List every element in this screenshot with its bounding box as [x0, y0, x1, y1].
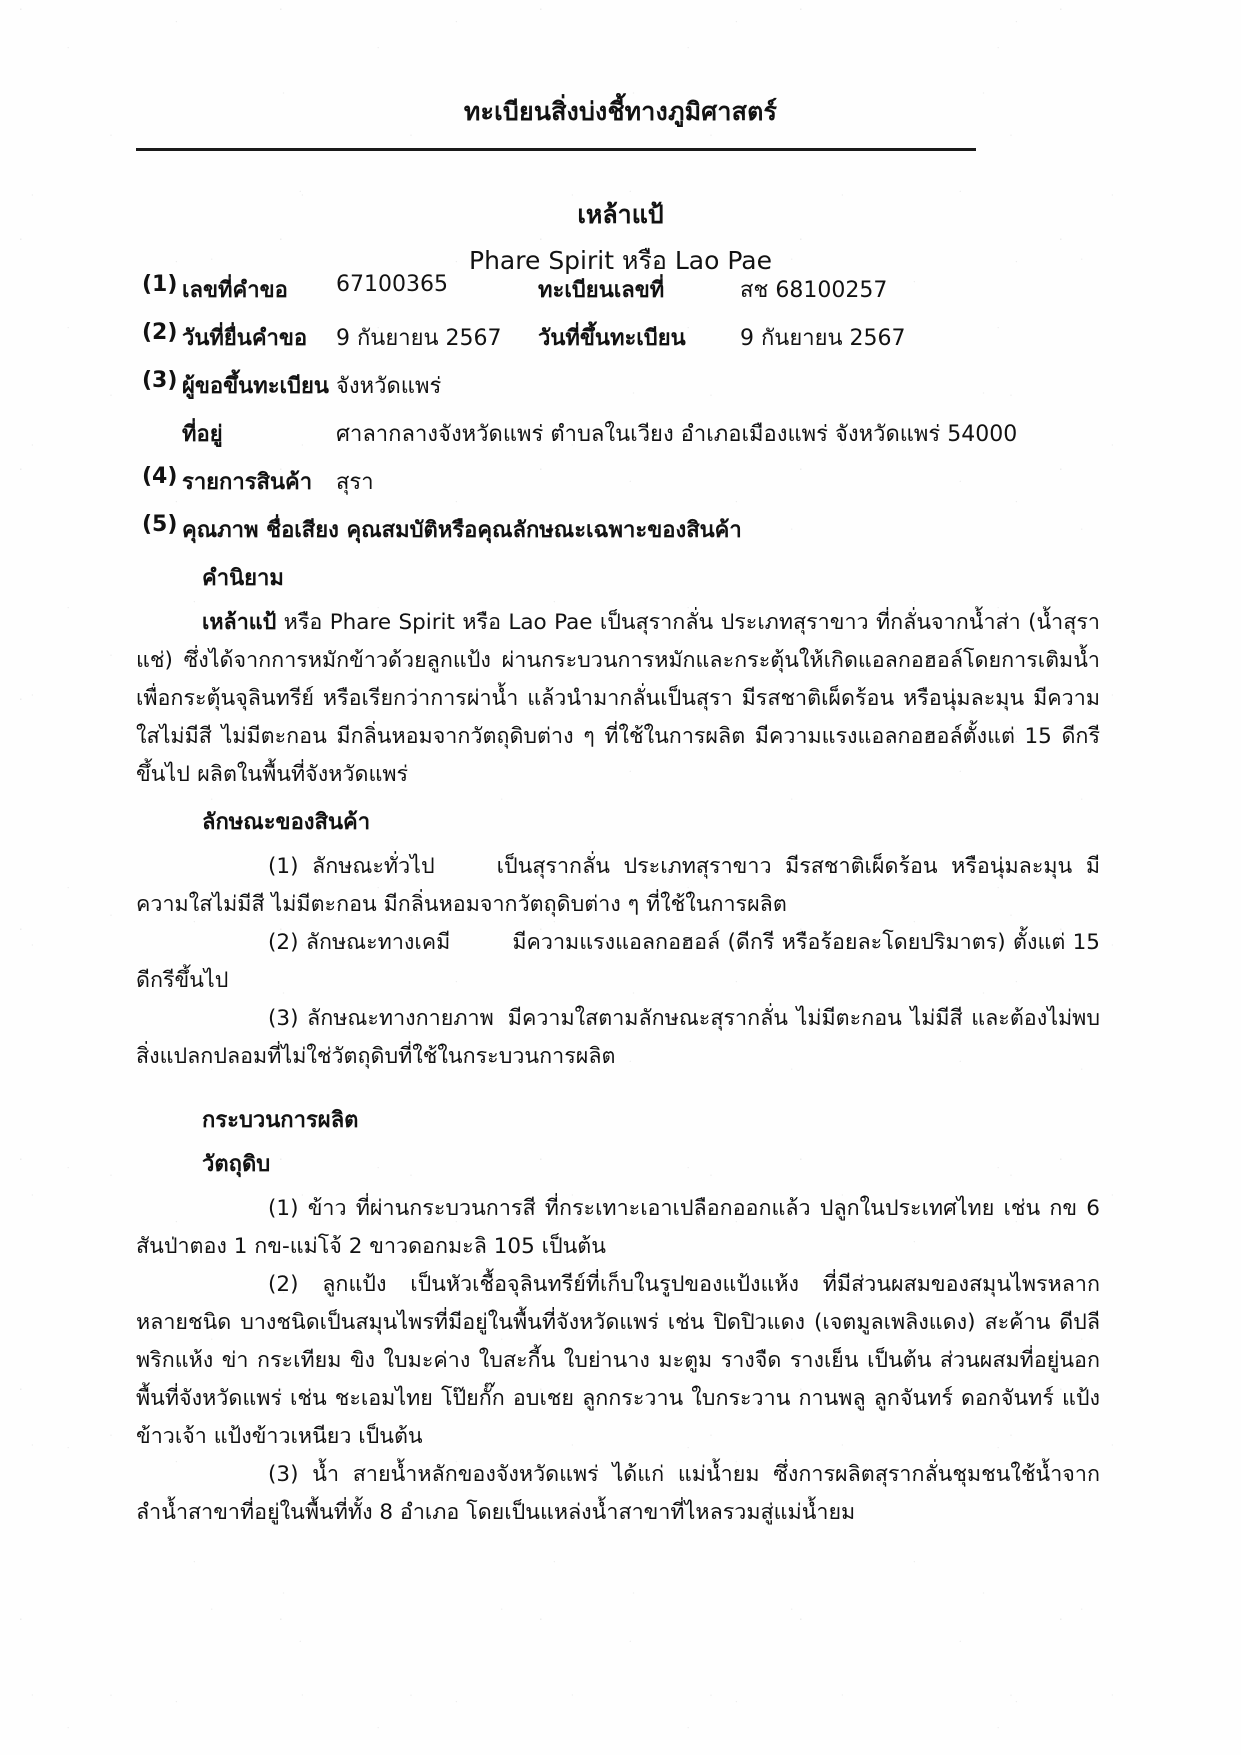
characteristic-label: ลักษณะทางกายภาพ: [307, 1006, 494, 1031]
field-value-registration-date: 9 กันยายน 2567: [740, 326, 906, 351]
characteristic-text: มีความแรงแอลกอฮอล์ (ดีกรี หรือร้อยละโดยปริมาตร) ตั้งแต่ 15 ดีกรีขึ้นไป: [136, 930, 1100, 993]
field-label-goods: รายการสินค้า: [182, 470, 313, 495]
production-process-heading: กระบวนการผลิต: [202, 1108, 359, 1133]
field-label-address: ที่อยู่: [182, 422, 223, 447]
product-title-thai: เหล้าแป้: [577, 200, 664, 229]
field-value-goods: สุรา: [336, 470, 374, 495]
characteristic-item: [136, 924, 1100, 1000]
material-number: (2): [268, 1272, 299, 1297]
field-number: (2): [142, 320, 178, 345]
field-value-filing-date: 9 กันยายน 2567: [336, 326, 502, 351]
field-value-application-number: 67100365: [336, 272, 448, 297]
header-divider-rule: [136, 148, 976, 151]
field-row-filing-date: [0, 320, 1241, 368]
definition-body-text: หรือ Phare Spirit หรือ Lao Pae เป็นสุรากลั่น ประเภทสุราขาว ที่กลั่นจากน้ำส่า (น้ำสุราแช่) ซึ่งได้จากการหมักข้าวด้วยลูกแป้ง ผ่านกระบวนการหมักและกระตุ้นให้เกิดแอลกอฮอล์โดยการเติมน้ำเพื่อกระตุ้นจุลินทรีย์ หรือเรียกว่าการผ่าน้ำ แล้วนำมากลั่นเป็นสุรา มีรสชาติเผ็ดร้อน หรือนุ่มละมุน มีความใสไม่มีสี ไม่มีตะกอน มีกลิ่นหอมจากวัตถุดิบต่าง ๆ ที่ใช้ในการผลิต มีความแรงแอลกอฮอล์ตั้งแต่ 15 ดีกรีขึ้นไป ผลิตในพื้นที่จังหวัดแพร่: [136, 610, 1100, 787]
field-number: (4): [142, 464, 178, 489]
characteristic-text: มีความใสตามลักษณะสุรากลั่น ไม่มีตะกอน ไม่มีสี และต้องไม่พบสิ่งแปลกปลอมที่ไม่ใช่วัตถุดิบที่ใช้ในกระบวนการผลิต: [136, 1006, 1100, 1069]
registration-fields: [0, 272, 1241, 558]
characteristic-number: (3): [268, 1006, 299, 1031]
raw-materials-heading: วัตถุดิบ: [202, 1152, 271, 1177]
registry-header-title: ทะเบียนสิ่งบ่งชี้ทางภูมิศาสตร์: [463, 97, 778, 126]
field-number: (3): [142, 368, 178, 393]
field-value-applicant: จังหวัดแพร่: [336, 374, 442, 399]
characteristic-number: (1): [268, 854, 299, 879]
definition-lead-term: เหล้าแป้: [202, 610, 277, 635]
field-label-quality-section: คุณภาพ ชื่อเสียง คุณสมบัติหรือคุณลักษณะเฉพาะของสินค้า: [182, 518, 742, 543]
title-block: [0, 192, 1241, 284]
field-value-registration-number: สช 68100257: [740, 278, 888, 303]
definition-heading: คำนิยาม: [202, 566, 284, 591]
field-number: (5): [142, 512, 178, 537]
characteristic-label: ลักษณะทั่วไป: [312, 854, 435, 879]
body-content: [136, 560, 1100, 1532]
material-text: ลูกแป้ง เป็นหัวเชื้อจุลินทรีย์ที่เก็บในรูปของแป้งแห้ง ที่มีส่วนผสมของสมุนไพรหลากหลายชนิด บางชนิดเป็นสมุนไพรที่มีอยู่ในพื้นที่จังหวัดแพร่ เช่น ปิดปิวแดง (เจตมูลเพลิงแดง) สะค้าน ดีปลี พริกแห้ง ข่า กระเทียม ขิง ใบมะค่าง ใบสะกี้น ใบย่านาง มะตูม รางจืด รางเย็น เป็นต้น ส่วนผสมที่อยู่นอกพื้นที่จังหวัดแพร่ เช่น ชะเอมไทย โป๊ยกั๊ก อบเชย ลูกกระวาน ใบกระวาน กานพลู ลูกจันทร์ ดอกจันทร์ แป้งข้าวเจ้า แป้งข้าวเหนียว เป็นต้น: [136, 1272, 1100, 1449]
material-item: [136, 1266, 1100, 1456]
material-number: (3): [268, 1462, 299, 1487]
field-row-quality-section: [0, 512, 1241, 558]
definition-paragraph: [136, 604, 1100, 794]
field-value-address: ศาลากลางจังหวัดแพร่ ตำบลในเวียง อำเภอเมืองแพร่ จังหวัดแพร่ 54000: [336, 422, 1018, 447]
field-label-application-number: เลขที่คำขอ: [182, 278, 288, 303]
material-text: ข้าว ที่ผ่านกระบวนการสี ที่กระเทาะเอาเปลือกออกแล้ว ปลูกในประเทศไทย เช่น กข 6 สันป่าตอง 1 กข-แม่โจ้ 2 ขาวดอกมะลิ 105 เป็นต้น: [136, 1196, 1100, 1259]
material-text: น้ำ สายน้ำหลักของจังหวัดแพร่ ได้แก่ แม่น้ำยม ซึ่งการผลิตสุรากลั่นชุมชนใช้น้ำจากลำน้ำสาขาที่อยู่ในพื้นที่ทั้ง 8 อำเภอ โดยเป็นแหล่งน้ำสาขาที่ไหลรวมสู่แม่น้ำยม: [136, 1462, 1100, 1525]
product-title-latin: Phare Spirit หรือ Lao Pae: [469, 246, 772, 275]
field-row-application-number: [0, 272, 1241, 320]
field-label-filing-date: วันที่ยื่นคำขอ: [182, 326, 308, 351]
characteristic-number: (2): [268, 930, 299, 955]
field-row-goods: [0, 464, 1241, 512]
characteristic-text: เป็นสุรากลั่น ประเภทสุราขาว มีรสชาติเผ็ดร้อน หรือนุ่มละมุน มีความใสไม่มีสี ไม่มีตะกอน มีกลิ่นหอมจากวัตถุดิบต่าง ๆ ที่ใช้ในการผลิต: [136, 854, 1100, 917]
characteristic-item: [136, 848, 1100, 924]
characteristics-heading: ลักษณะของสินค้า: [202, 810, 371, 835]
field-label-registration-number: ทะเบียนเลขที่: [538, 278, 665, 303]
material-item: [136, 1456, 1100, 1532]
material-number: (1): [268, 1196, 299, 1221]
field-label-registration-date: วันที่ขึ้นทะเบียน: [538, 326, 686, 351]
field-label-applicant: ผู้ขอขึ้นทะเบียน: [182, 374, 329, 399]
characteristic-item: [136, 1000, 1100, 1076]
field-number: (1): [142, 272, 178, 297]
field-row-applicant: [0, 368, 1241, 416]
field-row-address: [0, 416, 1241, 464]
material-item: [136, 1190, 1100, 1266]
characteristic-label: ลักษณะทางเคมี: [305, 930, 451, 955]
